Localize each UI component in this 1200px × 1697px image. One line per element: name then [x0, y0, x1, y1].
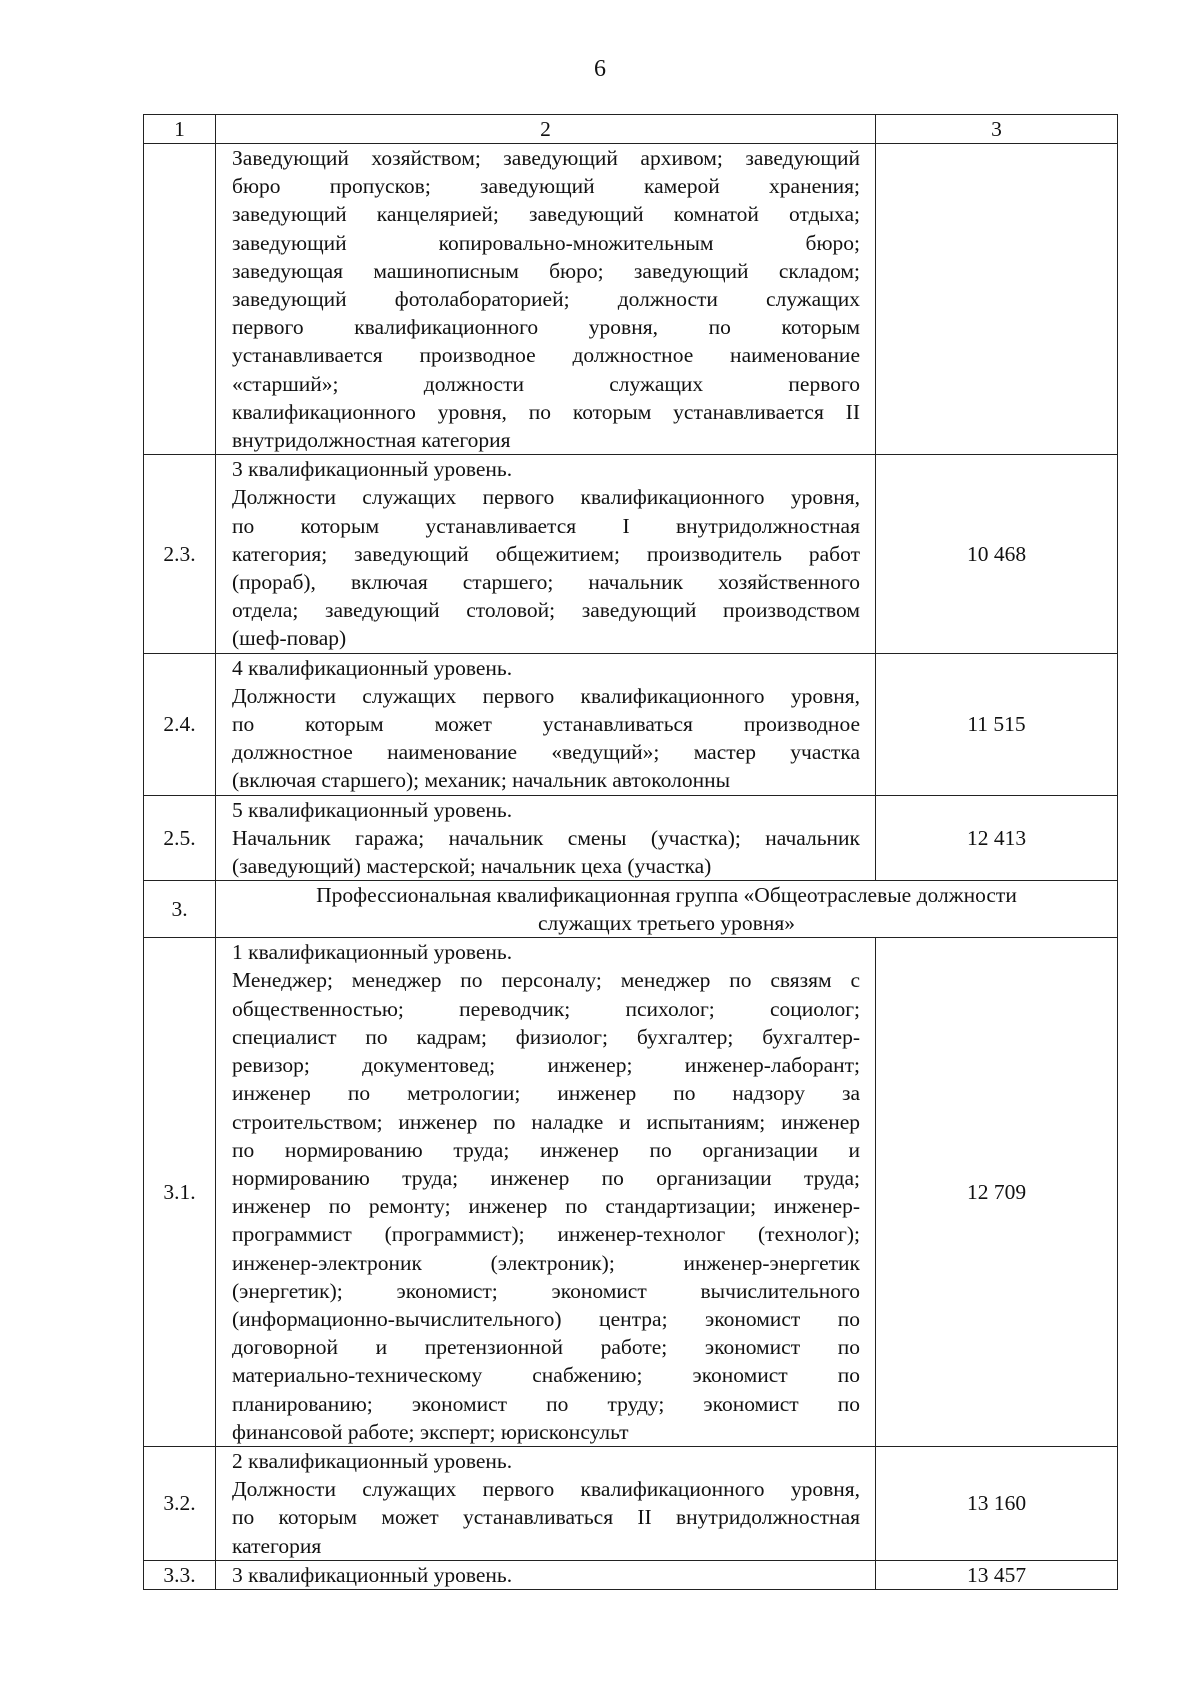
- position-description: [216, 1560, 876, 1589]
- row-number: [144, 144, 216, 455]
- description-line: планированию; экономист по труду; экономист по: [232, 1391, 860, 1416]
- description-line: заведующий канцелярией; заведующий комнатой отдыха;: [232, 202, 860, 227]
- description-line: заведующий копировально-множительным бюро;: [232, 230, 860, 255]
- salary-value: 13 160: [876, 1446, 1118, 1560]
- row-number: 3.3.: [144, 1560, 216, 1589]
- row-number: 3.1.: [144, 938, 216, 1447]
- salary-value: 12 709: [876, 938, 1118, 1447]
- description-line: Должности служащих первого квалификационного уровня,: [232, 485, 860, 510]
- description-line: (заведующий) мастерской; начальник цеха (участка): [232, 854, 712, 879]
- description-line: (информационно-вычислительного) центра; экономист по: [232, 1306, 860, 1331]
- position-description: [216, 455, 876, 653]
- group-title: [216, 881, 1118, 938]
- description-line: внутридолжностная категория: [232, 428, 511, 453]
- description-line: программист (программист); инженер-технолог (технолог);: [232, 1222, 860, 1247]
- description-line: финансовой работе; эксперт; юрисконсульт: [232, 1419, 629, 1444]
- table-row: [144, 1446, 1118, 1560]
- description-line: общественностью; переводчик; психолог; социолог;: [232, 996, 860, 1021]
- salary-value: 13 457: [876, 1560, 1118, 1589]
- position-description: [216, 795, 876, 881]
- description-line: отдела; заведующий столовой; заведующий производством: [232, 598, 860, 623]
- description-line: заведующий фотолабораторией; должности служащих: [232, 287, 860, 312]
- description-line: по которым устанавливается I внутридолжностная: [232, 513, 860, 538]
- description-line: (включая старшего); механик; начальник автоколонны: [232, 768, 731, 793]
- salary-value: 10 468: [876, 455, 1118, 653]
- description-line: инженер по метрологии; инженер по надзору за: [232, 1081, 860, 1106]
- group-number: 3.: [144, 881, 216, 938]
- page-number: 6: [594, 56, 606, 82]
- description-line: по нормированию труда; инженер по организации и: [232, 1137, 860, 1162]
- position-description: [216, 653, 876, 795]
- description-line: Менеджер; менеджер по персоналу; менеджер по связям с: [232, 968, 860, 993]
- salary-value: 12 413: [876, 795, 1118, 881]
- description-line: 1 квалификационный уровень.: [232, 940, 513, 965]
- table-header-row: [144, 115, 1118, 144]
- table-row: [144, 144, 1118, 455]
- column-header: 2: [216, 115, 876, 144]
- description-line: строительством; инженер по наладке и испытаниям; инженер: [232, 1109, 860, 1134]
- group-row: [144, 881, 1118, 938]
- description-line: ревизор; документовед; инженер; инженер-лаборант;: [232, 1053, 860, 1078]
- row-number: 2.5.: [144, 795, 216, 881]
- description-line: «старший»; должности служащих первого: [232, 371, 860, 396]
- salary-value: 11 515: [876, 653, 1118, 795]
- description-line: Должности служащих первого квалификационного уровня,: [232, 683, 860, 708]
- description-line: первого квалификационного уровня, по которым: [232, 315, 860, 340]
- description-line: специалист по кадрам; физиолог; бухгалтер; бухгалтер-: [232, 1024, 860, 1049]
- column-header: 1: [144, 115, 216, 144]
- description-line: бюро пропусков; заведующий камерой хранения;: [232, 174, 860, 199]
- table-row: [144, 653, 1118, 795]
- table-row: [144, 795, 1118, 881]
- description-line: Начальник гаража; начальник смены (участка); начальник: [232, 825, 860, 850]
- salary-value: [876, 144, 1118, 455]
- description-line: категория; заведующий общежитием; производитель работ: [232, 541, 860, 566]
- description-line: по которым может устанавливаться II внутридолжностная: [232, 1505, 860, 1530]
- position-description: [216, 938, 876, 1447]
- description-line: 4 квалификационный уровень.: [232, 655, 513, 680]
- description-line: 3 квалификационный уровень.: [232, 1562, 513, 1587]
- description-line: 3 квалификационный уровень.: [232, 457, 513, 482]
- row-number: 3.2.: [144, 1446, 216, 1560]
- row-number: 2.4.: [144, 653, 216, 795]
- description-line: Должности служащих первого квалификационного уровня,: [232, 1477, 860, 1502]
- position-description: [216, 144, 876, 455]
- description-line: по которым может устанавливаться производное: [232, 712, 860, 737]
- description-line: инженер-электроник (электроник); инженер-энергетик: [232, 1250, 860, 1275]
- row-number: 2.3.: [144, 455, 216, 653]
- description-line: договорной и претензионной работе; экономист по: [232, 1335, 860, 1360]
- salary-table: [143, 114, 1118, 1590]
- group-title-line: Профессиональная квалификационная группа «Общеотраслевые должности: [316, 883, 1017, 908]
- description-line: категория: [232, 1533, 322, 1558]
- description-line: заведующая машинописным бюро; заведующий складом;: [232, 258, 860, 283]
- table-row: [144, 455, 1118, 653]
- description-line: материально-техническому снабжению; экономист по: [232, 1363, 860, 1388]
- group-title-line: служащих третьего уровня»: [538, 911, 795, 936]
- description-line: нормированию труда; инженер по организации труда;: [232, 1165, 860, 1190]
- description-line: (прораб), включая старшего; начальник хозяйственного: [232, 570, 860, 595]
- position-description: [216, 1446, 876, 1560]
- description-line: устанавливается производное должностное наименование: [232, 343, 860, 368]
- description-line: 5 квалификационный уровень.: [232, 797, 513, 822]
- table-row: [144, 1560, 1118, 1589]
- table-row: [144, 938, 1118, 1447]
- description-line: (энергетик); экономист; экономист вычислительного: [232, 1278, 860, 1303]
- description-line: Заведующий хозяйством; заведующий архивом; заведующий: [232, 146, 860, 170]
- description-line: 2 квалификационный уровень.: [232, 1448, 513, 1473]
- description-line: должностное наименование «ведущий»; мастер участка: [232, 740, 860, 765]
- description-line: инженер по ремонту; инженер по стандартизации; инженер-: [232, 1194, 860, 1219]
- description-line: (шеф-повар): [232, 626, 347, 651]
- description-line: квалификационного уровня, по которым устанавливается II: [232, 399, 860, 424]
- column-header: 3: [876, 115, 1118, 144]
